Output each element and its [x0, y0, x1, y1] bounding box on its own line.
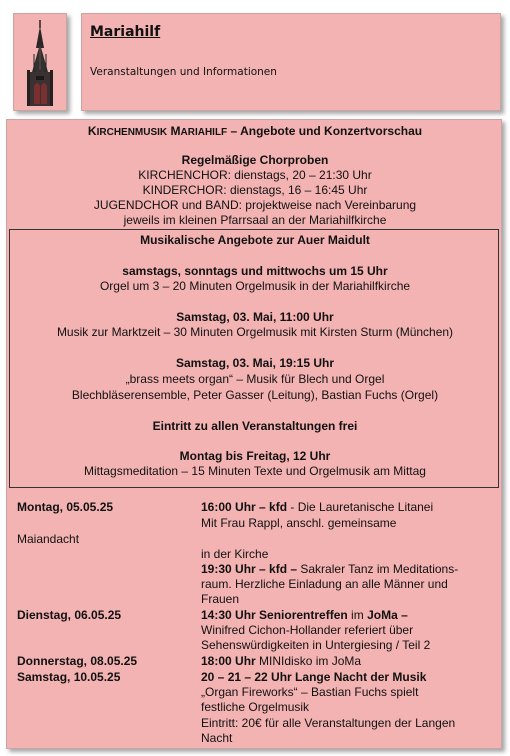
event-date: Dienstag, 06.05.25: [17, 608, 122, 622]
church-tower-icon: [14, 14, 66, 110]
choir-line: KINDERCHOR: dienstags, 16 – 16:45 Uhr: [142, 183, 368, 197]
music-program-box: [6, 119, 502, 749]
header: [13, 13, 501, 111]
free-entry-note: Eintritt zu allen Veranstaltungen frei: [152, 419, 358, 433]
event-text: Mittagsmeditation – 15 Minuten Texte und Orgelmusik am Mittag: [84, 464, 426, 478]
event-text: Musik zur Marktzeit – 30 Minuten Orgelmusik mit Kirsten Sturm (München): [56, 325, 454, 339]
event-line: festliche Orgelmusik: [201, 700, 310, 714]
event-line: 19:30 Uhr – kfd – Sakraler Tanz im Meditations-: [201, 562, 459, 576]
event-title: samstags, sonntags und mittwochs um 15 Uhr: [122, 264, 388, 278]
event-line: Eintritt: 20€ für alle Veranstaltungen der Langen: [201, 716, 456, 730]
choir-line: JUGENDCHOR und BAND: projektweise nach Vereinbarung: [93, 198, 417, 212]
maidult-title: Musikalische Angebote zur Auer Maidult: [140, 233, 370, 247]
event-line: 16:00 Uhr – kfd - Die Lauretanische Litanei: [201, 500, 434, 514]
event-line: 20 – 21 – 22 Uhr Lange Nacht der Musik: [201, 670, 427, 684]
section-heading: KIRCHENMUSIK MARIAHILF – Angebote und Konzertvorschau: [87, 124, 423, 138]
choir-line: jeweils im kleinen Pfarrsaal an der Mariahilfkirche: [123, 213, 387, 227]
choir-line: KIRCHENCHOR: dienstags, 20 – 21:30 Uhr: [138, 168, 372, 182]
event-line: in der Kirche: [201, 547, 269, 561]
event-line: Sehenswürdigkeiten in Untergiesing / Teil 2: [201, 638, 431, 652]
event-date: Samstag, 10.05.25: [17, 670, 121, 684]
event-line: „Organ Fireworks“ – Bastian Fuchs spielt: [201, 685, 419, 699]
event-line: Winifred Cichon-Hollander referiert über: [201, 623, 414, 637]
event-text: „brass meets organ“ – Musik für Blech und Orgel: [125, 372, 385, 386]
event-line: 18:00 Uhr MINIdisko im JoMa: [201, 654, 362, 668]
event-date: Montag, 05.05.25: [17, 500, 114, 514]
site-subtitle: Veranstaltungen und Informationen: [90, 66, 277, 78]
site-title: Mariahilf: [90, 24, 161, 40]
event-line: raum. Herzliche Einladung an alle Männer und: [201, 577, 448, 591]
event-line: Maiandacht: [17, 532, 80, 546]
event-line: Frauen: [201, 592, 240, 606]
event-title: Samstag, 03. Mai, 19:15 Uhr: [175, 356, 335, 370]
event-text: Orgel um 3 – 20 Minuten Orgelmusik in der Mariahilfkirche: [99, 279, 411, 293]
event-line: 14:30 Uhr Seniorentreffen im JoMa –: [201, 608, 408, 622]
event-text: Blechbläserensemble, Peter Gasser (Leitung), Bastian Fuchs (Orgel): [71, 388, 439, 402]
event-title: Samstag, 03. Mai, 11:00 Uhr: [176, 310, 334, 324]
event-date: Donnerstag, 08.05.25: [17, 654, 138, 668]
event-line: Mit Frau Rappl, anschl. gemeinsame: [201, 516, 397, 530]
event-title: Montag bis Freitag, 12 Uhr: [179, 449, 331, 463]
event-line: Nacht: [201, 731, 233, 745]
choir-title: Regelmäßige Chorproben: [181, 153, 329, 167]
church-logo: [13, 13, 67, 111]
title-box: [81, 13, 501, 111]
